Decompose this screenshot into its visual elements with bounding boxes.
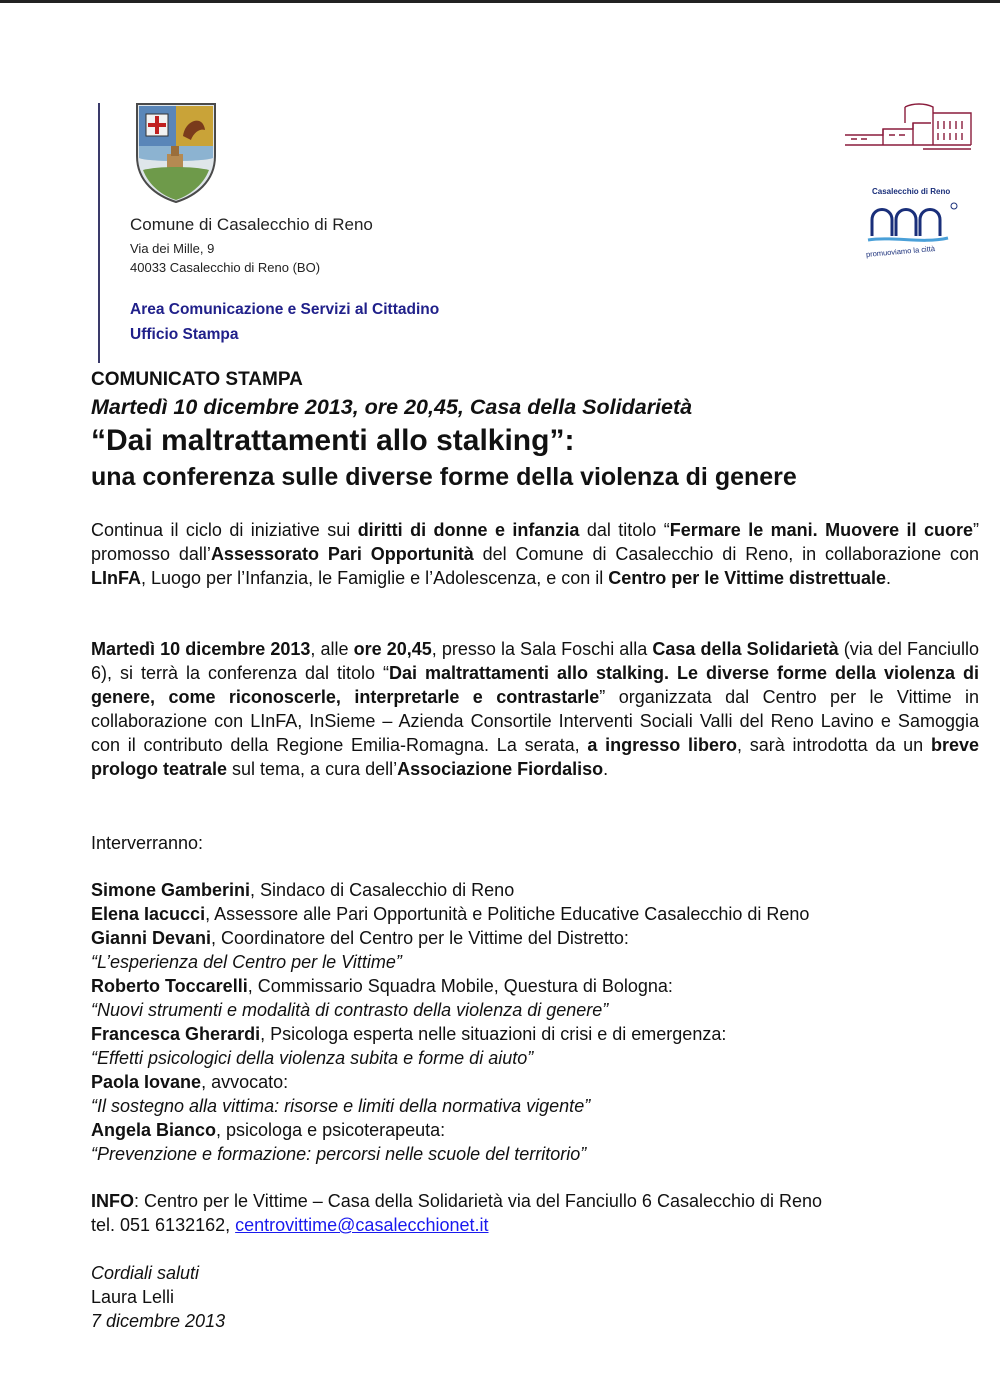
- speaker-line: Paola Iovane, avvocato:: [91, 1072, 289, 1092]
- town-logo-title: Casalecchio di Reno: [872, 187, 951, 196]
- event-paragraph: Martedì 10 dicembre 2013, alle ore 20,45, presso la Sala Foschi alla Casa della Solidarietà (via del Fanciullo 6), si terrà la conferenza dal titolo “Dai maltrattamenti allo stalking. Le diverse forme della violenza di genere, come riconoscerle, interpretarle e contrastarle” organizzata dal Centro per le Vittime in collaborazione con LInFA, InSieme – Azienda Consortile Interventi Sociali Valli del Reno Lavino e Samoggia con il contributo della Regione Emilia-Romagna. La serata, a ingresso libero, sarà introdotta da un breve prologo teatrale sul tema, a cura dell’Associazione Fiordaliso.: [91, 639, 980, 779]
- speaker-talk-title: “L’esperienza del Centro per le Vittime”: [91, 952, 402, 972]
- coat-of-arms-icon: [133, 100, 219, 204]
- speaker-line: Elena Iacucci, Assessore alle Pari Opportunità e Politiche Educative Casalecchio di Reno: [91, 904, 810, 924]
- subheadline: una conferenza sulle diverse forme della violenza di genere: [91, 463, 797, 491]
- speaker-line: Francesca Gherardi, Psicologa esperta nelle situazioni di crisi e di emergenza:: [91, 1024, 727, 1044]
- speaker-line: Gianni Devani, Coordinatore del Centro per le Vittime del Distretto:: [91, 928, 629, 948]
- press-release-label: COMUNICATO STAMPA: [91, 369, 303, 390]
- speaker-line: Roberto Toccarelli, Commissario Squadra Mobile, Questura di Bologna:: [91, 976, 673, 996]
- author-name: Laura Lelli: [91, 1287, 175, 1307]
- address-city: 40033 Casalecchio di Reno (BO): [130, 260, 321, 275]
- speakers-intro: Interverranno:: [91, 833, 204, 853]
- org-name: Comune di Casalecchio di Reno: [130, 215, 373, 234]
- intro-paragraph: Continua il ciclo di iniziative sui diritti di donne e infanzia dal titolo “Fermare le mani. Muovere il cuore” promosso dall’Assessorato Pari Opportunità del Comune di Casalecchio di Reno, in collaborazione con LInFA, Luogo per l’Infanzia, le Famiglie e l’Adolescenza, e con il Centro per le Vittime distrettuale.: [91, 520, 979, 588]
- speaker-talk-title: “Il sostegno alla vittima: risorse e limiti della normativa vigente”: [91, 1096, 591, 1116]
- header-vertical-rule: [98, 103, 100, 363]
- event-date-line: Martedì 10 dicembre 2013, ore 20,45, Casa della Solidarietà: [91, 395, 693, 419]
- speaker-talk-title: “Nuovi strumenti e modalità di contrasto della violenza di genere”: [91, 1000, 609, 1020]
- department-name: Area Comunicazione e Servizi al Cittadino: [130, 301, 440, 318]
- info-line: INFO: Centro per le Vittime – Casa della Solidarietà via del Fanciullo 6 Casalecchio di Reno: [91, 1191, 823, 1211]
- speaker-talk-title: “Prevenzione e formazione: percorsi nelle scuole del territorio”: [91, 1144, 587, 1164]
- office-name: Ufficio Stampa: [130, 326, 239, 343]
- speaker-line: Angela Bianco, psicologa e psicoterapeuta:: [91, 1120, 446, 1140]
- speaker-talk-title: “Effetti psicologici della violenza subita e forme di aiuto”: [91, 1048, 534, 1068]
- closing-date: 7 dicembre 2013: [91, 1311, 226, 1331]
- contact-line: tel. 051 6132162, centrovittime@casalecchionet.it: [91, 1215, 489, 1235]
- speaker-line: Simone Gamberini, Sindaco di Casalecchio di Reno: [91, 880, 515, 900]
- closing-greeting: Cordiali saluti: [91, 1263, 200, 1283]
- headline: “Dai maltrattamenti allo stalking”:: [91, 424, 575, 457]
- top-rule: [0, 0, 1000, 3]
- building-sketch-icon: [843, 101, 975, 153]
- town-logo-motto: promuoviamo la città: [865, 243, 936, 259]
- email-link[interactable]: centrovittime@casalecchionet.it: [235, 1215, 489, 1235]
- address-street: Via dei Mille, 9: [130, 241, 215, 256]
